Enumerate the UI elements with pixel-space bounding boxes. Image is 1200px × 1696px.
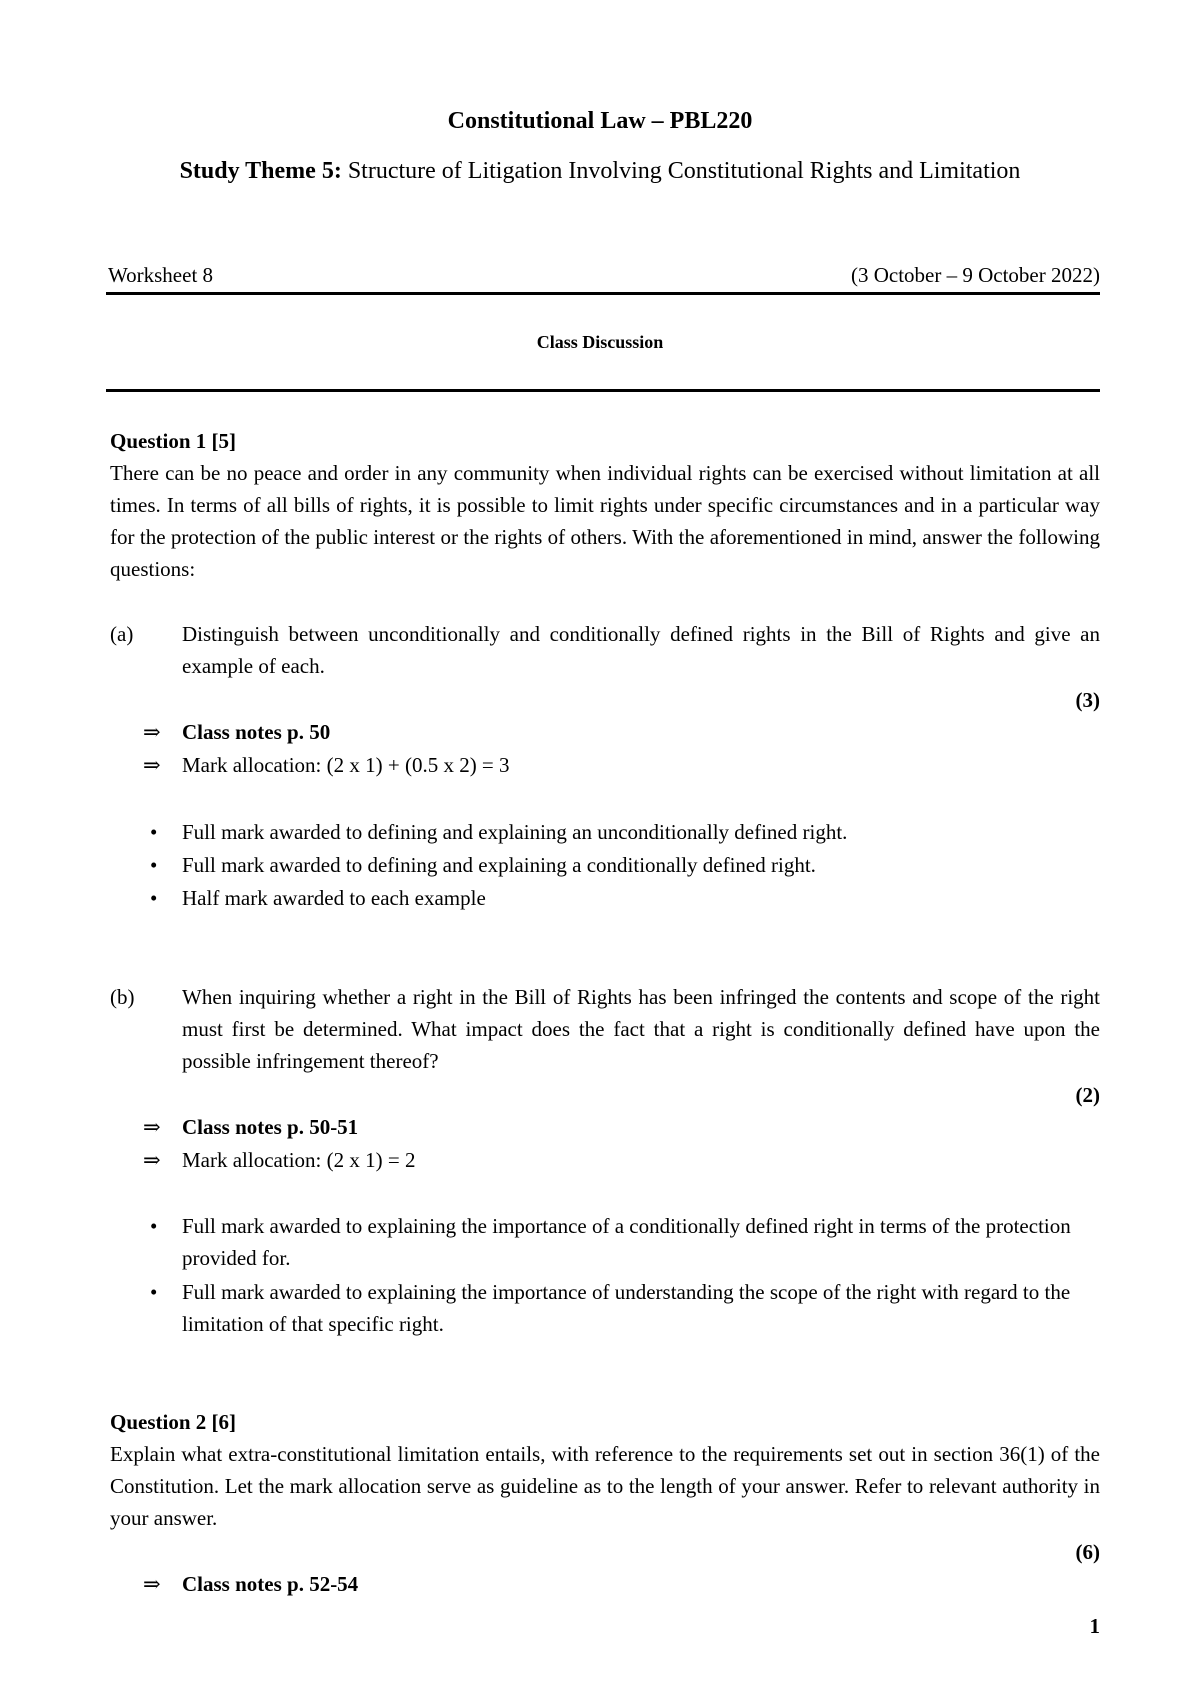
question-1a-label: (a) bbox=[110, 622, 134, 646]
page-number: 1 bbox=[1089, 1614, 1100, 1638]
worksheet-row bbox=[108, 263, 1100, 288]
question-1-heading: Question 1 [5] bbox=[110, 429, 236, 453]
question-1b bbox=[110, 981, 1100, 1077]
question-1b-ref-text: Class notes p. 50-51 bbox=[182, 1115, 359, 1139]
question-1a-bullet: • Full mark awarded to defining and explaining an unconditionally defined right. bbox=[150, 816, 1100, 848]
bullet-icon: • bbox=[150, 820, 158, 844]
question-1b-label: (b) bbox=[110, 985, 135, 1009]
question-1a-ref-text: Class notes p. 50 bbox=[182, 720, 331, 744]
arrow-icon: ⇒ bbox=[143, 753, 161, 777]
question-1b-allocation bbox=[143, 1144, 415, 1176]
question-1a-allocation-text: Mark allocation: (2 x 1) + (0.5 x 2) = 3 bbox=[182, 753, 510, 777]
worksheet-dates: (3 October – 9 October 2022) bbox=[850, 263, 1100, 287]
question-2-ref-text: Class notes p. 52-54 bbox=[182, 1572, 359, 1596]
question-1-intro: There can be no peace and order in any community when individual rights can be exercised without limitation at all times. In terms of all bills of rights, it is possible to limit rights under specific circumstances and in a particular way for the protection of the public interest or the rights of others. With the aforementioned in mind, answer the following questions: bbox=[110, 461, 1100, 581]
bullet-icon: • bbox=[150, 886, 158, 910]
question-1a-allocation bbox=[143, 749, 510, 781]
question-1b-marks: (2) bbox=[1075, 1083, 1100, 1107]
question-1a-ref bbox=[143, 716, 330, 748]
document-title: Constitutional Law – PBL220 bbox=[447, 108, 753, 134]
question-1a-bullet: • Half mark awarded to each example bbox=[150, 882, 1100, 914]
question-1b-text: When inquiring whether a right in the Bill of Rights has been infringed the contents and scope of the right must first be determined. What impact does the fact that a right is conditionally defined have upon the possible infringement thereof? bbox=[182, 985, 1100, 1073]
study-theme bbox=[100, 152, 1100, 190]
question-1a-marks: (3) bbox=[1075, 688, 1100, 712]
question-2-ref bbox=[143, 1568, 358, 1600]
question-1b-ref bbox=[143, 1111, 358, 1143]
question-1a-text: Distinguish between unconditionally and conditionally defined rights in the Bill of Rights and give an example of each. bbox=[182, 622, 1100, 678]
question-1a-bullet: • Full mark awarded to defining and explaining a conditionally defined right. bbox=[150, 849, 1100, 881]
study-theme-text: Structure of Litigation Involving Constitutional Rights and Limitation bbox=[347, 158, 1021, 184]
arrow-icon: ⇒ bbox=[143, 1115, 161, 1139]
question-2-heading: Question 2 [6] bbox=[110, 1410, 236, 1434]
arrow-icon: ⇒ bbox=[143, 1572, 161, 1596]
question-1b-bullet: • Full mark awarded to explaining the importance of understanding the scope of the right with regard to the limitation of that specific right. bbox=[150, 1276, 1100, 1340]
worksheet-label: Worksheet 8 bbox=[108, 263, 214, 287]
section-heading: Class Discussion bbox=[536, 332, 664, 352]
study-theme-label: Study Theme 5: bbox=[179, 158, 342, 184]
arrow-icon: ⇒ bbox=[143, 720, 161, 744]
question-1a bbox=[110, 618, 1100, 682]
arrow-icon: ⇒ bbox=[143, 1148, 161, 1172]
question-1b-allocation-text: Mark allocation: (2 x 1) = 2 bbox=[182, 1148, 416, 1172]
question-2-text: Explain what extra-constitutional limitation entails, with reference to the requirements set out in section 36(1) of the Constitution. Let the mark allocation serve as guideline as to the length of your answer. Refer to relevant authority in your answer. bbox=[110, 1442, 1100, 1530]
header-rule bbox=[106, 292, 1100, 295]
bullet-icon: • bbox=[150, 1214, 158, 1238]
question-2-marks: (6) bbox=[1075, 1540, 1100, 1564]
bullet-icon: • bbox=[150, 1280, 158, 1304]
section-rule bbox=[106, 389, 1100, 392]
question-1b-bullet: • Full mark awarded to explaining the importance of a conditionally defined right in terms of the protection provided for. bbox=[150, 1210, 1100, 1274]
bullet-icon: • bbox=[150, 853, 158, 877]
